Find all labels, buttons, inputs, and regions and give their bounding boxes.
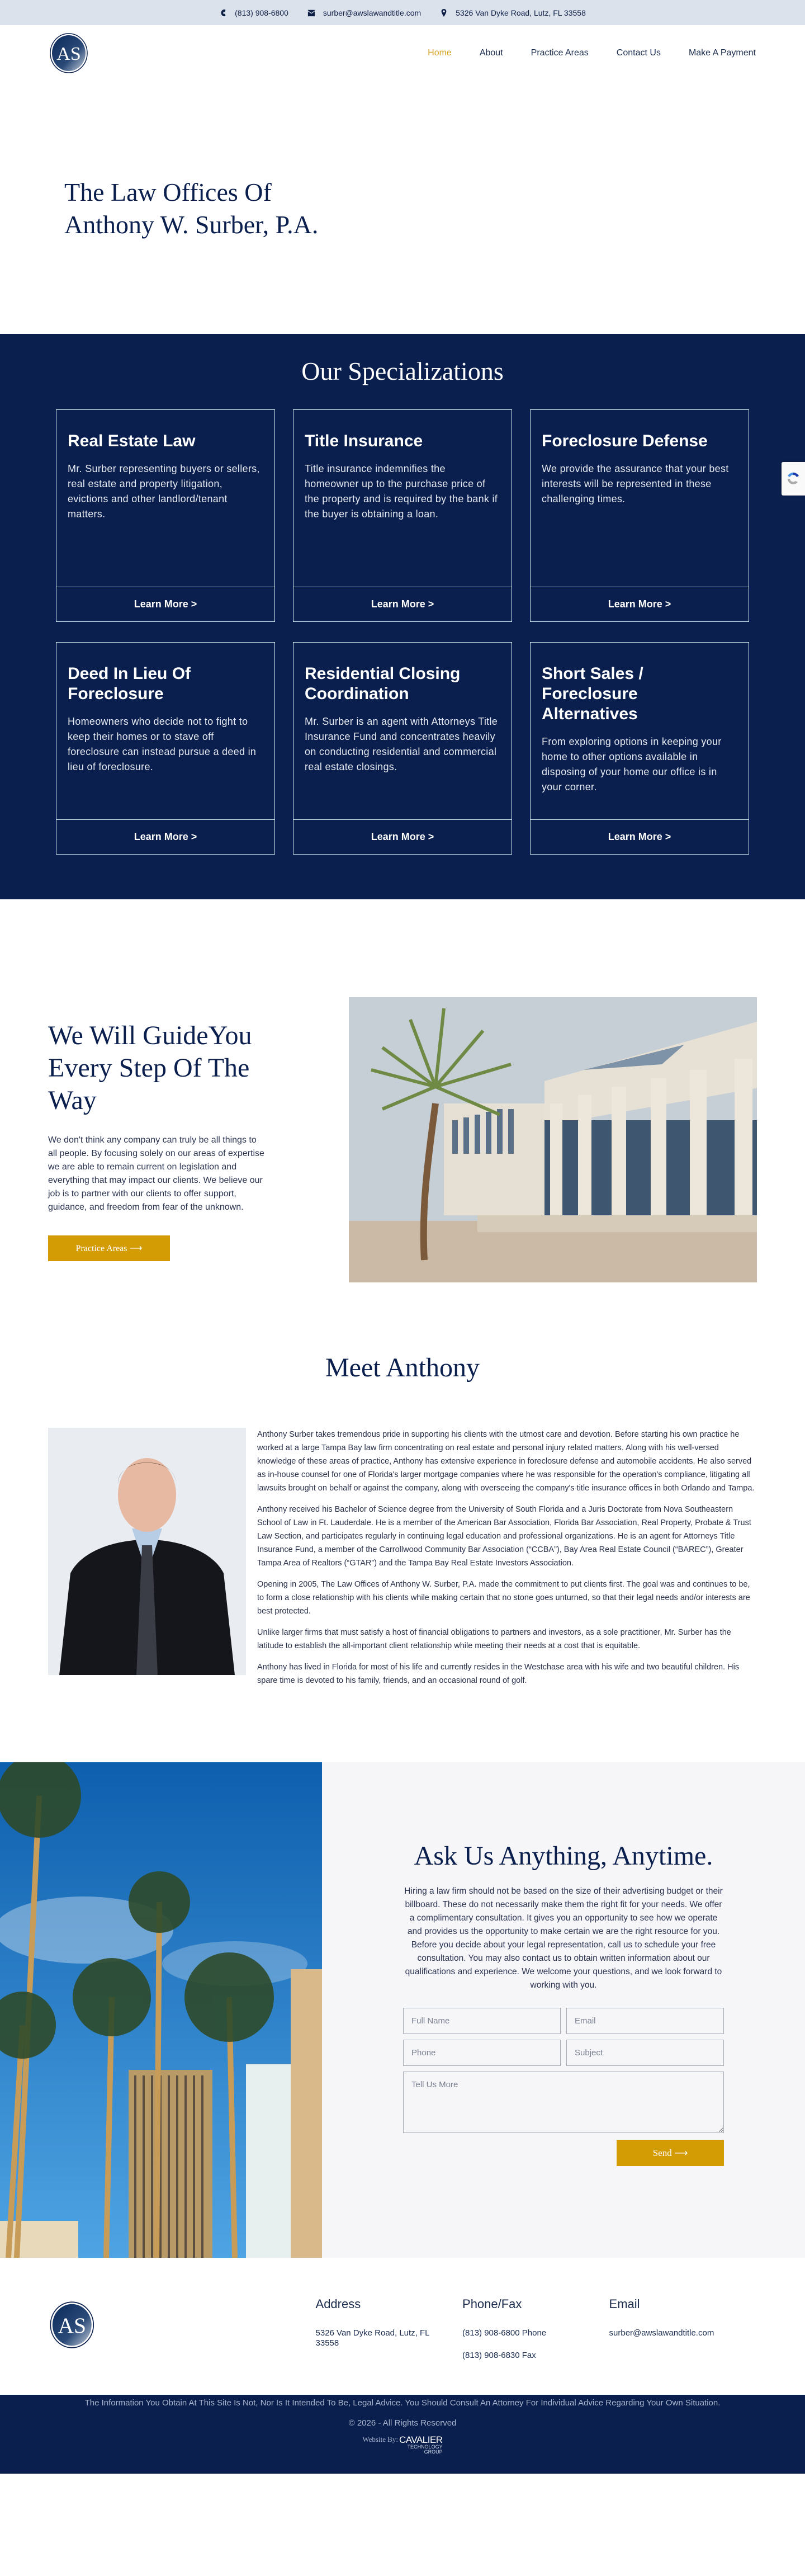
courthouse-image [349,997,757,1282]
agency-name: CAVALIER [399,2435,443,2445]
contact-section [0,1762,805,2258]
spec-card-short-sales [530,642,749,855]
envelope-icon [307,8,315,17]
bio-paragraph: Unlike larger firms that must satisfy a host of financial obligations to partners and investors, as a sole practitioner, Mr. Surber has the latitude to establish the all-important client relationship while meeting their needs at a cost that is equitable. [257,1628,731,1650]
footer-address-heading: Address [315,2297,361,2311]
footer-logo[interactable] [49,2297,95,2353]
nav-home[interactable]: Home [428,48,452,58]
svg-text:AS: AS [58,2313,87,2338]
specializations-title: Our Specializations [301,357,504,385]
card-text: We provide the assurance that your best interests will be represented in these challenging times. [542,463,729,504]
topbar-address-text: 5326 Van Dyke Road, Lutz, FL 33558 [456,8,586,17]
card-title: Residential Closing Coordination [305,664,461,703]
legal-disclaimer: The Information You Obtain At This Site Is Not, Nor Is It Intended To Be, Legal Advice. You Should Consult An Attorney For Individual Advice Regarding Your Own Situation. [84,2398,721,2408]
footer-email[interactable]: surber@awslawandtitle.com [609,2328,714,2338]
topbar-email[interactable] [307,8,421,17]
card-text: Title insurance indemnifies the homeowner up to the purchase price of the property and is required by the bank if the buyer is obtaining a loan. [305,463,498,520]
phone-input[interactable] [403,2040,561,2066]
agency-logo [399,2435,443,2455]
learn-more-button[interactable]: Learn More > [531,819,749,854]
message-textarea[interactable] [403,2072,724,2133]
spec-card-residential-closing [293,642,512,855]
guide-section [0,899,805,1324]
card-text: Mr. Surber representing buyers or sellers, real estate and property litigation, evictions and other landlord/tenant matters. [68,463,260,520]
website-credit[interactable] [362,2435,442,2455]
email-input[interactable] [566,2008,724,2034]
card-text: From exploring options in keeping your home to other options available in disposing of your home our office is in your corner. [542,736,722,792]
bio-paragraph: Anthony received his Bachelor of Science degree from the University of South Florida and a Juris Doctorate from Nova Southeastern School of Law in Ft. Lauderdale. He is a member of the American Bar Association, Florida Bar Association, Real Property, Probate & Trust Law Section, and participates regularly in continuing legal education and professional organizations. He is an agent for Attorneys Title Insurance Fund, a member of the Carrollwood Community Bar Association (“CCBA”), Bay Area Real Estate Council (“BAREC”), Greater Tampa Area of Realtors (“GTAR”) and the Tampa Bay Real Estate Investors Association. [257,1505,751,1568]
hero-section [0,81,805,334]
agency-sub2: GROUP [424,2449,443,2455]
send-button[interactable]: Send ⟶ [617,2140,724,2166]
map-pin-icon [440,8,448,17]
card-title: Deed In Lieu Of Foreclosure [68,664,191,703]
spec-card-deed-in-lieu [56,642,275,855]
hero-title-line1: The Law Offices Of [64,178,272,206]
send-wrap [403,2140,724,2166]
learn-more-button[interactable]: Learn More > [293,587,512,621]
bio-paragraph: Anthony Surber takes tremendous pride in supporting his clients with the utmost care and devotion. Before starting his own practice he worked at a large Tampa Bay law firm concentrating on real estate and personal injury related matters. Along with his well-versed knowledge of these areas of practice, Anthony has extensive experience in foreclosure defense and automobile accidents. He also served as in-house counsel for one of Florida's larger mortgage companies where he was responsible for the operation's compliance, litigating all lawsuits brought on behalf or against the company, along with overseeing the company's title insurance offices in both Orlando and Tampa. [257,1430,755,1493]
spec-card-foreclosure-defense [530,409,749,622]
contact-form-side [322,1762,805,2258]
footer-phone[interactable]: (813) 908-6800 Phone [462,2328,547,2338]
hero-title-line2: Anthony W. Surber, P.A. [64,210,319,239]
subject-input[interactable] [566,2040,724,2066]
svg-text:AS: AS [56,44,81,64]
card-title: Title Insurance [305,432,423,450]
spec-card-real-estate-law [56,409,275,622]
bio-paragraph: Anthony has lived in Florida for most of his life and currently resides in the Westchase area with his wife and two beautiful children. His spare time is devoted to his family, friends, and an occasional round of golf. [257,1663,740,1685]
topbar-phone-text: (813) 908-6800 [235,8,288,17]
top-contact-bar [0,0,805,25]
nav-about[interactable]: About [479,48,503,58]
footer-phone-heading: Phone/Fax [462,2297,522,2311]
contact-text: Hiring a law firm should not be based on the size of their advertising budget or their billboard. These do not necessarily make them the right fit for your needs. We offer a complimentary consultation. It gives you an opportunity to see how we operate and provides us the opportunity to make certain we are the right resource for you. Before you decide about your legal representation, call us to schedule your free consultation. You may also contact us to obtain written information about our qualifications and experience. We welcome your questions, and we look forward to working with you. [404,1886,723,1990]
specializations-section [0,334,805,899]
spec-card-title-insurance [293,409,512,622]
portrait-illustration [48,1428,246,1675]
card-text: Homeowners who decide not to fight to keep their homes or to stave off foreclosure can instead pursue a deed in lieu of foreclosure. [68,716,257,772]
topbar-email-text: surber@awslawandtitle.com [323,8,422,17]
footer-email-col [609,2297,756,2395]
anthony-bio [257,1428,757,1695]
topbar-phone[interactable] [219,8,288,17]
website-by-label: Website By: [362,2435,398,2443]
recaptcha-icon [785,471,801,487]
learn-more-button[interactable]: Learn More > [293,819,512,854]
card-text: Mr. Surber is an agent with Attorneys Title Insurance Fund and concentrates heavily on conducting residential and commercial real estate closings. [305,716,498,772]
card-title: Foreclosure Defense [542,432,708,450]
contact-form [403,2008,724,2166]
full-name-input[interactable] [403,2008,561,2034]
topbar-address[interactable] [440,8,586,17]
learn-more-button[interactable]: Learn More > [56,587,274,621]
copyright: © 2026 - All Rights Reserved [348,2418,457,2428]
agency-sub1: TECHNOLOGY [407,2444,443,2450]
nav-contact-us[interactable]: Contact Us [616,48,661,58]
specializations-grid [0,409,805,855]
nav-practice-areas[interactable]: Practice Areas [531,48,589,58]
footer-phone-col [462,2297,609,2395]
practice-areas-button[interactable]: Practice Areas ⟶ [48,1235,170,1261]
footer-address: 5326 Van Dyke Road, Lutz, FL 33558 [315,2328,429,2348]
bottom-bar [0,2395,805,2474]
footer-address-col [316,2297,463,2395]
courthouse-illustration [349,997,757,1282]
anthony-portrait [48,1428,246,1675]
city-skyline-image [0,1762,322,2258]
meet-title: Meet Anthony [325,1353,480,1383]
firm-logo[interactable] [49,33,88,73]
recaptcha-badge[interactable] [782,462,805,496]
nav-links [428,48,756,58]
skyline-illustration [0,1762,322,2258]
guide-text: We don't think any company can truly be all things to all people. By focusing solely on our areas of expertise we are able to remain current on legislation and everything that may impact our clients. We believe our job is to partner with our clients to offer support, guidance, and freedom from fear of the unknown. [48,1135,264,1212]
learn-more-button[interactable]: Learn More > [56,819,274,854]
learn-more-button[interactable]: Learn More > [531,587,749,621]
meet-section [0,1324,805,1762]
guide-text-column [48,997,267,1324]
card-title: Real Estate Law [68,432,196,450]
footer [0,2258,805,2395]
phone-icon [219,8,227,17]
footer-email-heading: Email [609,2297,640,2311]
hero-title [64,176,805,241]
guide-title: We Will GuideYou Every Step Of The Way [48,1021,252,1115]
main-nav [0,25,805,81]
nav-make-a-payment[interactable]: Make A Payment [688,48,756,58]
meet-row [48,1428,757,1695]
card-title: Short Sales / Foreclosure Alternatives [542,664,643,723]
contact-title: Ask Us Anything, Anytime. [414,1841,713,1871]
footer-fax: (813) 908-6830 Fax [462,2351,536,2360]
bio-paragraph: Opening in 2005, The Law Offices of Anthony W. Surber, P.A. made the commitment to put clients first. The goal was and continues to be, to form a close relationship with his clients while making certain that no stone goes unturned, so that their legal needs and/or interests are best protected. [257,1580,750,1616]
